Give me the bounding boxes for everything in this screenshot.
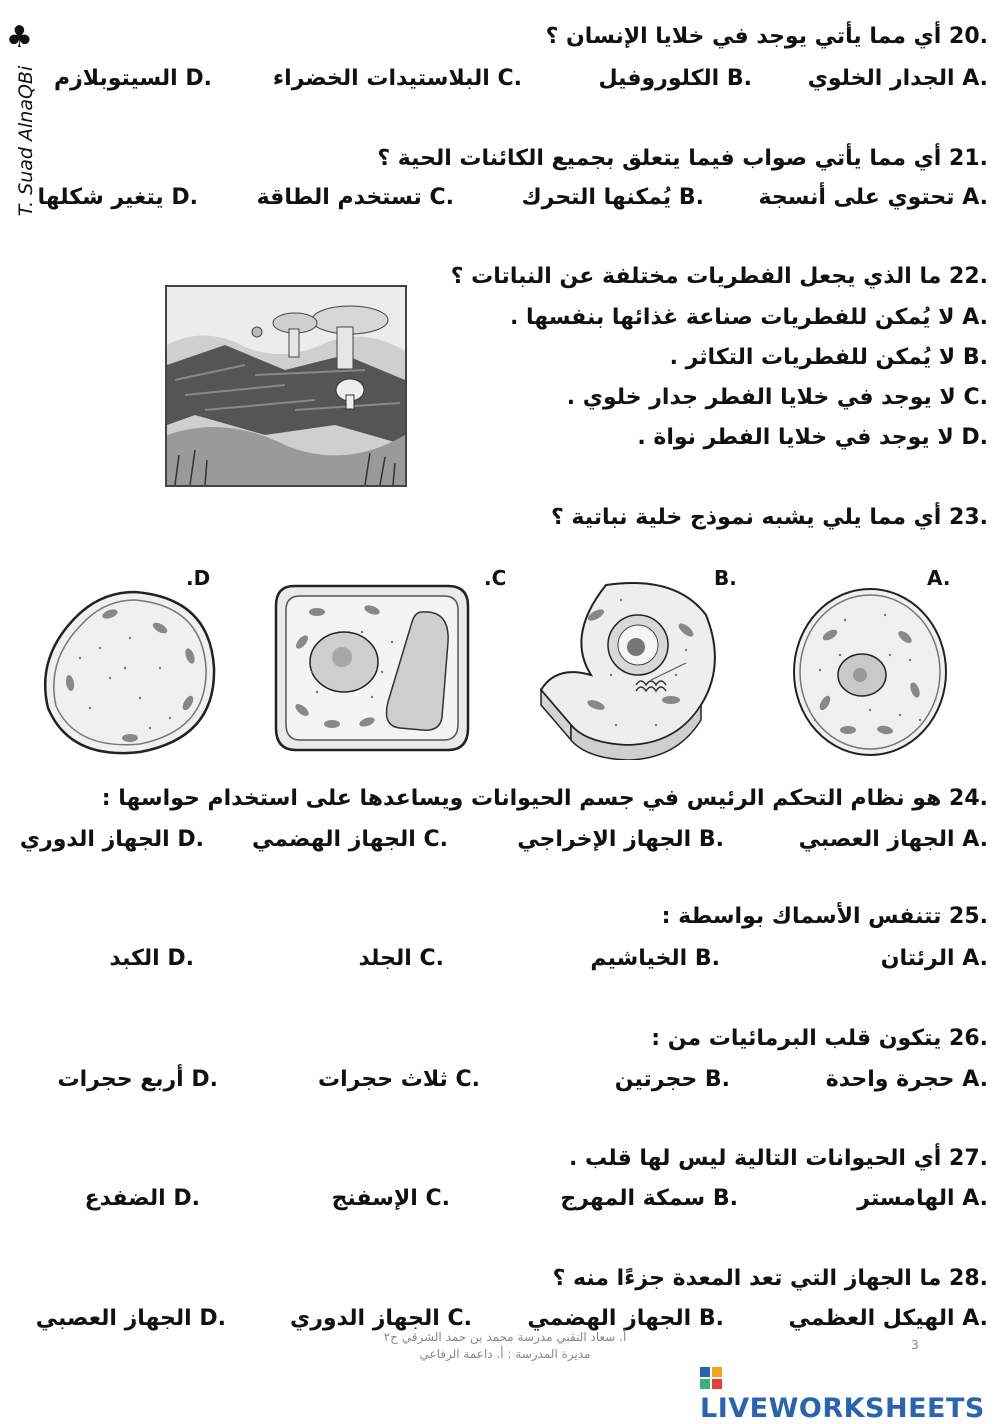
q25-a-text: الرئتان <box>880 946 955 971</box>
q24-c-text: الجهاز الهضمي <box>252 827 416 852</box>
cell-d-image[interactable] <box>40 588 220 758</box>
q28-option-c[interactable] <box>290 1306 472 1331</box>
q20-a-text: الجدار الخلوي <box>807 66 955 91</box>
letter-c: C. <box>429 185 454 210</box>
q23-label-b[interactable]: B. <box>714 566 737 590</box>
q26-option-d[interactable] <box>58 1067 219 1092</box>
q24-option-b[interactable] <box>517 827 724 852</box>
q21-option-d[interactable] <box>38 185 198 210</box>
liveworksheets-brand <box>700 1362 1000 1424</box>
question-26 <box>651 1026 988 1051</box>
q27-c-text: الإسفنج <box>331 1186 418 1211</box>
letter-b: B. <box>678 185 704 210</box>
q24-b-text: الجهاز الإخراجي <box>517 827 692 852</box>
q27-d-text: الضفدع <box>84 1186 166 1211</box>
q27-option-b[interactable] <box>560 1186 738 1211</box>
q26-a-text: حجرة واحدة <box>825 1067 955 1092</box>
q24-a-text: الجهاز العصبي <box>798 827 955 852</box>
q20-b-text: الكلوروفيل <box>598 66 720 91</box>
author-text: T. Suad AlnaQBi <box>15 65 37 217</box>
letter-a: A. <box>962 946 988 971</box>
q22-c-text: لا يوجد في خلايا الفطر جدار خلوي . <box>566 385 956 410</box>
q27-text: أي الحيوانات التالية ليس لها قلب . <box>569 1146 942 1171</box>
q22-a-text: لا يُمكن للفطريات صناعة غذائها بنفسها . <box>509 305 955 330</box>
letter-b: B. <box>704 1067 730 1092</box>
letter-d: D. <box>171 185 198 210</box>
question-28 <box>553 1266 988 1291</box>
cell-c-image[interactable] <box>272 582 472 754</box>
letter-b: B. <box>698 1306 724 1331</box>
q21-c-text: تستخدم الطاقة <box>256 185 422 210</box>
q28-d-text: الجهاز العصبي <box>35 1306 192 1331</box>
q25-b-text: الخياشيم <box>590 946 688 971</box>
q26-text: يتكون قلب البرمائيات من : <box>651 1026 942 1051</box>
q21-text: أي مما يأتي صواب فيما يتعلق بجميع الكائنات الحية ؟ <box>377 146 942 171</box>
q27-option-c[interactable] <box>332 1186 450 1211</box>
q25-c-text: الجلد <box>358 946 412 971</box>
footer-line-1: أ. سعاد النقبي مدرسة محمد بن حمد الشرقي ح٢ <box>383 1330 627 1344</box>
q26-option-b[interactable] <box>615 1067 730 1092</box>
letter-c: C. <box>455 1067 480 1092</box>
q25-option-a[interactable] <box>881 946 988 971</box>
q20-option-d[interactable] <box>54 66 212 91</box>
q25-d-text: الكبد <box>109 946 160 971</box>
q23-label-d[interactable]: .D <box>186 566 211 590</box>
letter-b: B. <box>698 827 724 852</box>
q28-num: 28. <box>949 1266 988 1291</box>
q27-option-a[interactable] <box>857 1186 988 1211</box>
q28-c-text: الجهاز الدوري <box>290 1306 440 1331</box>
q21-option-b[interactable] <box>521 185 704 210</box>
q28-option-a[interactable] <box>788 1306 988 1331</box>
q20-c-text: البلاستيدات الخضراء <box>272 66 490 91</box>
q22-b-text: لا يُمكن للفطريات التكاثر . <box>669 345 956 370</box>
q26-b-text: حجرتين <box>614 1067 698 1092</box>
q23-text: أي مما يلي يشبه نموذج خلية نباتية ؟ <box>550 505 942 530</box>
q22-option-b[interactable] <box>670 345 988 370</box>
q20-num: 20. <box>949 24 988 49</box>
letter-a: A. <box>962 1306 988 1331</box>
letter-c: C. <box>497 66 522 91</box>
letter-d: D. <box>177 827 204 852</box>
q25-option-c[interactable] <box>358 946 444 971</box>
q20-option-c[interactable] <box>273 66 522 91</box>
question-27 <box>569 1146 988 1171</box>
q21-d-text: يتغير شكلها <box>37 185 164 210</box>
q24-d-text: الجهاز الدوري <box>19 827 170 852</box>
liveworksheets-logo-icon <box>700 1367 722 1389</box>
q24-option-a[interactable] <box>799 827 988 852</box>
brand-name: LIVEWORKSHEETS <box>700 1393 985 1424</box>
q22-option-c[interactable] <box>567 385 988 410</box>
mushroom-illustration <box>165 285 407 487</box>
question-25 <box>662 904 988 929</box>
letter-c: C. <box>447 1306 472 1331</box>
q26-d-text: أربع حجرات <box>57 1067 184 1092</box>
letter-b: B. <box>726 66 752 91</box>
q22-option-a[interactable] <box>510 305 988 330</box>
footer-line-2: مديرة المدرسة : أ. داعمة الرفاعي <box>419 1347 591 1361</box>
q21-num: 21. <box>949 146 988 171</box>
letter-c: C. <box>425 1186 450 1211</box>
letter-c: C. <box>419 946 444 971</box>
question-24 <box>102 786 988 811</box>
q24-text: هو نظام التحكم الرئيس في جسم الحيوانات ويساعدها على استخدام حواسها : <box>101 786 942 811</box>
q25-option-b[interactable] <box>590 946 720 971</box>
q28-b-text: الجهاز الهضمي <box>527 1306 692 1331</box>
club-icon: ♣ <box>6 20 33 55</box>
letter-d: D. <box>191 1067 218 1092</box>
q26-option-c[interactable] <box>318 1067 480 1092</box>
q28-option-d[interactable] <box>36 1306 226 1331</box>
q22-d-text: لا يوجد في خلايا الفطر نواة . <box>637 425 954 450</box>
q25-option-d[interactable] <box>109 946 194 971</box>
cell-b-image[interactable] <box>536 575 726 760</box>
q27-a-text: الهامستر <box>857 1186 955 1211</box>
question-21 <box>377 146 988 171</box>
letter-b: B. <box>694 946 720 971</box>
question-22 <box>451 264 988 289</box>
q26-option-a[interactable] <box>826 1067 988 1092</box>
q20-text: أي مما يأتي يوجد في خلايا الإنسان ؟ <box>545 24 942 49</box>
letter-d: D. <box>173 1186 200 1211</box>
q25-text: تتنفس الأسماك بواسطة : <box>661 904 942 929</box>
q28-a-text: الهيكل العظمي <box>788 1306 955 1331</box>
page-number: 3 <box>911 1338 919 1352</box>
q23-label-a[interactable]: A. <box>927 566 951 590</box>
question-23 <box>551 505 988 530</box>
letter-a: A. <box>962 1186 988 1211</box>
q22-text: ما الذي يجعل الفطريات مختلفة عن النباتات ؟ <box>450 264 942 289</box>
letter-b: B. <box>962 345 988 370</box>
letter-d: D. <box>961 425 988 450</box>
letter-d: D. <box>185 66 212 91</box>
q20-option-a[interactable] <box>808 66 988 91</box>
q24-num: 24. <box>949 786 988 811</box>
letter-a: A. <box>962 1067 988 1092</box>
q27-b-text: سمكة المهرج <box>560 1186 706 1211</box>
letter-a: A. <box>962 185 988 210</box>
q22-num: 22. <box>949 264 988 289</box>
letter-d: D. <box>199 1306 226 1331</box>
q21-a-text: تحتوي على أنسجة <box>758 185 955 210</box>
q24-option-d[interactable] <box>20 827 204 852</box>
q21-option-c[interactable] <box>257 185 454 210</box>
q28-text: ما الجهاز التي تعد المعدة جزءًا منه ؟ <box>552 1266 942 1291</box>
q27-option-d[interactable] <box>85 1186 200 1211</box>
q26-num: 26. <box>949 1026 988 1051</box>
q25-num: 25. <box>949 904 988 929</box>
cell-a-image[interactable] <box>790 585 950 760</box>
letter-c: C. <box>423 827 448 852</box>
letter-d: D. <box>167 946 194 971</box>
letter-a: A. <box>962 305 988 330</box>
q21-option-a[interactable] <box>759 185 989 210</box>
q23-num: 23. <box>949 505 988 530</box>
q24-option-c[interactable] <box>252 827 448 852</box>
q26-c-text: ثلاث حجرات <box>318 1067 448 1092</box>
question-20 <box>546 24 988 49</box>
q20-d-text: السيتوبلازم <box>54 66 178 91</box>
q28-option-b[interactable] <box>527 1306 724 1331</box>
letter-c: C. <box>963 385 988 410</box>
q23-label-c[interactable]: .C <box>484 566 507 590</box>
q22-option-d[interactable] <box>637 425 988 450</box>
q20-option-b[interactable] <box>598 66 752 91</box>
q21-b-text: يُمكنها التحرك <box>521 185 672 210</box>
q27-num: 27. <box>949 1146 988 1171</box>
letter-a: A. <box>962 66 988 91</box>
letter-a: A. <box>962 827 988 852</box>
letter-b: B. <box>712 1186 738 1211</box>
